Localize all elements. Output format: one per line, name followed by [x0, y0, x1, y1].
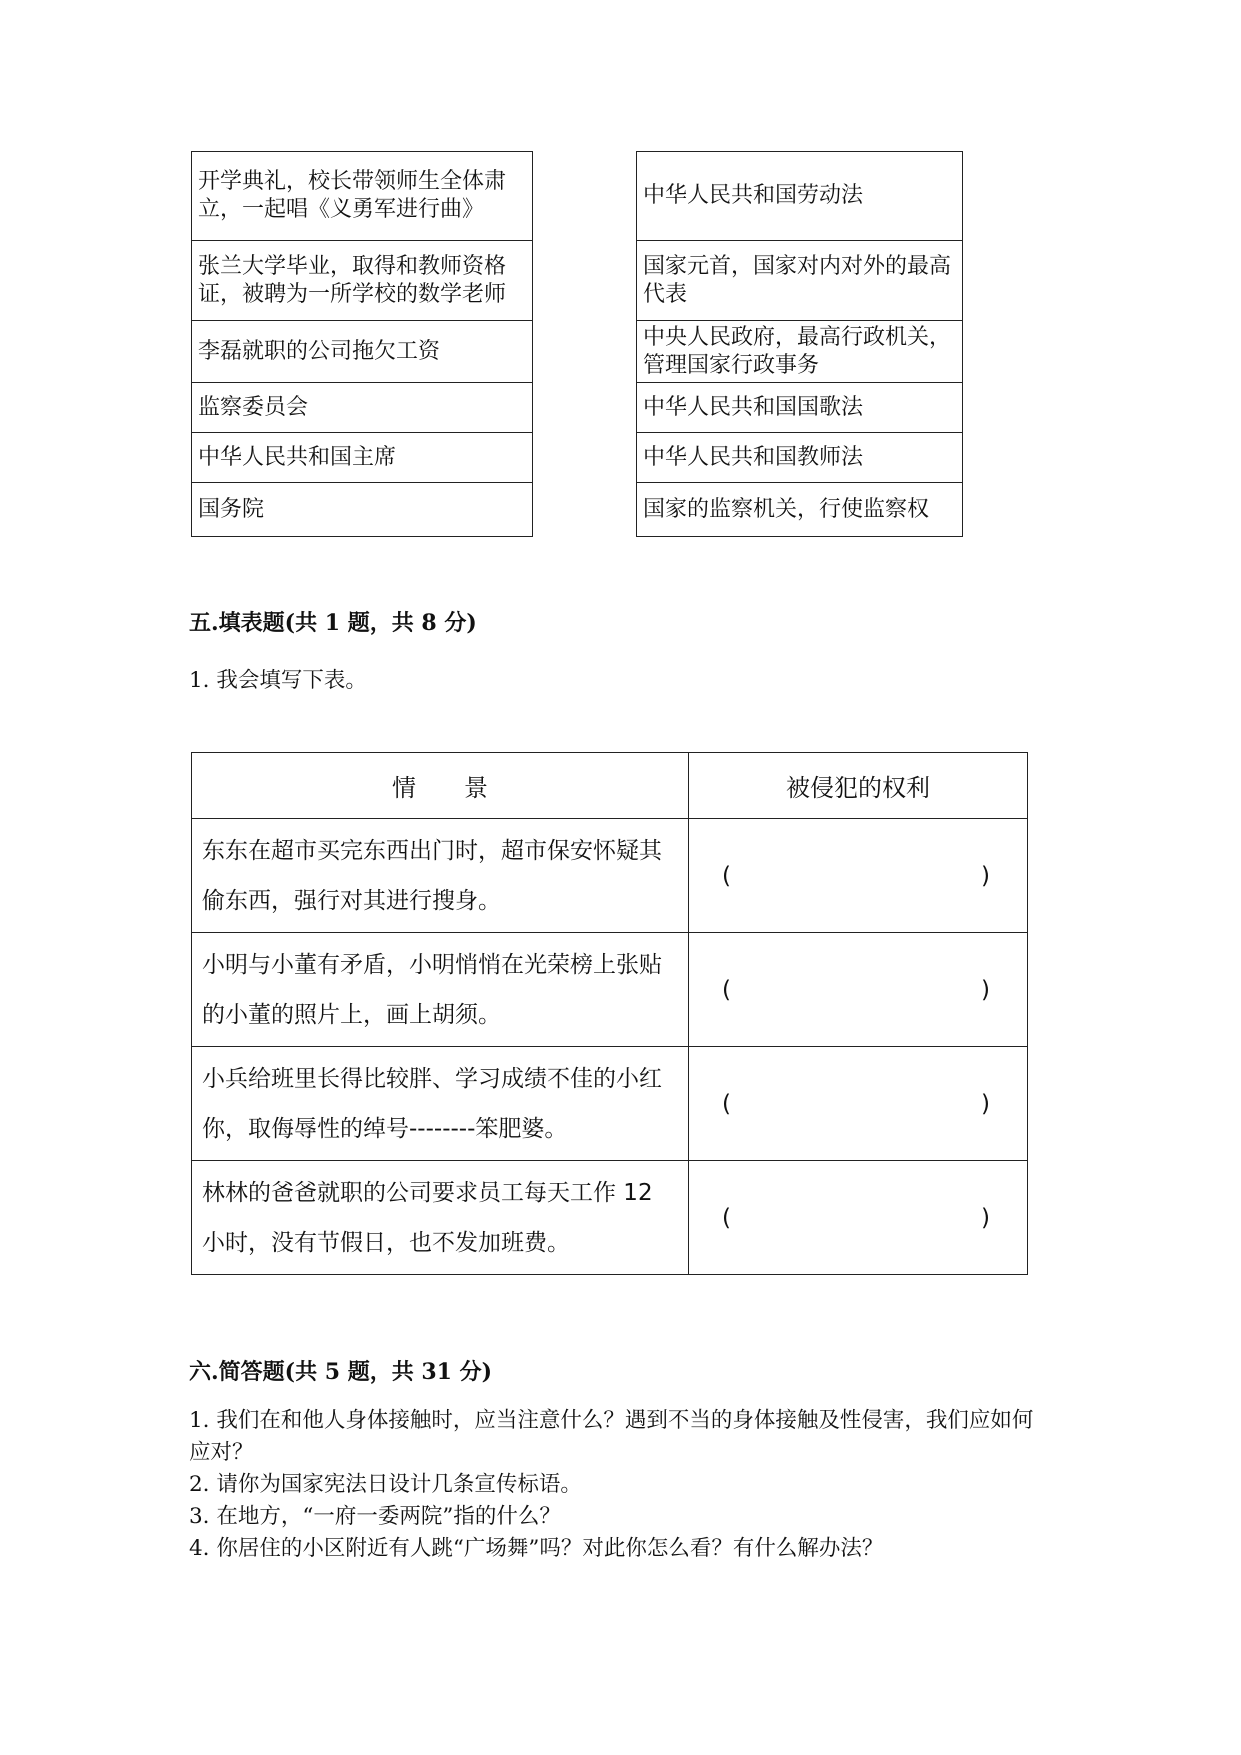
matching-left-table	[191, 151, 533, 537]
fill-in-table	[191, 752, 1028, 1275]
question-item: 2. 请你为国家宪法日设计几条宣传标语。	[189, 1472, 582, 1497]
column-header-right: 被侵犯的权利	[689, 753, 1028, 819]
section-6-heading: 六.简答题(共 5 题，共 31 分)	[189, 1359, 493, 1385]
close-paren: )	[981, 1204, 990, 1231]
table-row	[192, 1047, 1028, 1161]
matching-right-item: 中华人民共和国劳动法	[637, 152, 963, 241]
open-paren: (	[722, 1204, 731, 1231]
answer-cell[interactable]	[689, 1047, 1028, 1161]
column-header-scene: 情 景	[192, 753, 689, 819]
matching-right-item: 国家元首，国家对内对外的最高代表	[637, 241, 963, 321]
section-5-heading: 五.填表题(共 1 题，共 8 分)	[189, 610, 477, 636]
matching-right-item: 中央人民政府，最高行政机关，管理国家行政事务	[637, 321, 963, 383]
table-row	[192, 819, 1028, 933]
scene-cell: 东东在超市买完东西出门时，超市保安怀疑其偷东西，强行对其进行搜身。	[192, 819, 689, 933]
matching-left-item: 李磊就职的公司拖欠工资	[192, 321, 533, 383]
matching-right-item: 中华人民共和国国歌法	[637, 383, 963, 433]
matching-right-item: 国家的监察机关，行使监察权	[637, 483, 963, 537]
scene-cell: 林林的爸爸就职的公司要求员工每天工作 12 小时，没有节假日，也不发加班费。	[192, 1161, 689, 1275]
table-row	[192, 933, 1028, 1047]
matching-right-item: 中华人民共和国教师法	[637, 433, 963, 483]
close-paren: )	[981, 976, 990, 1003]
close-paren: )	[981, 1090, 990, 1117]
matching-left-item: 监察委员会	[192, 383, 533, 433]
matching-left-item: 中华人民共和国主席	[192, 433, 533, 483]
matching-left-item: 开学典礼，校长带领师生全体肃立，一起唱《义勇军进行曲》	[192, 152, 533, 241]
answer-cell[interactable]	[689, 1161, 1028, 1275]
table-row	[192, 1161, 1028, 1275]
question-item: 3. 在地方，“一府一委两院”指的什么？	[189, 1504, 561, 1529]
matching-right-table	[636, 151, 963, 537]
matching-left-item: 张兰大学毕业，取得和教师资格证，被聘为一所学校的数学老师	[192, 241, 533, 321]
scene-cell: 小兵给班里长得比较胖、学习成绩不佳的小红你，取侮辱性的绰号--------笨肥婆。	[192, 1047, 689, 1161]
answer-cell[interactable]	[689, 933, 1028, 1047]
open-paren: (	[722, 862, 731, 889]
question-item: 1. 我们在和他人身体接触时，应当注意什么？遇到不当的身体接触及性侵害，我们应如何应对？	[189, 1408, 1034, 1465]
question-item: 4. 你居住的小区附近有人跳“广场舞”吗？对此你怎么看？有什么解办法？	[189, 1536, 884, 1561]
matching-left-item: 国务院	[192, 483, 533, 537]
scene-cell: 小明与小董有矛盾，小明悄悄在光荣榜上张贴的小董的照片上，画上胡须。	[192, 933, 689, 1047]
section-5-question: 1. 我会填写下表。	[189, 668, 367, 693]
close-paren: )	[981, 862, 990, 889]
open-paren: (	[722, 976, 731, 1003]
open-paren: (	[722, 1090, 731, 1117]
section-6-questions	[189, 1405, 1049, 1565]
answer-cell[interactable]	[689, 819, 1028, 933]
